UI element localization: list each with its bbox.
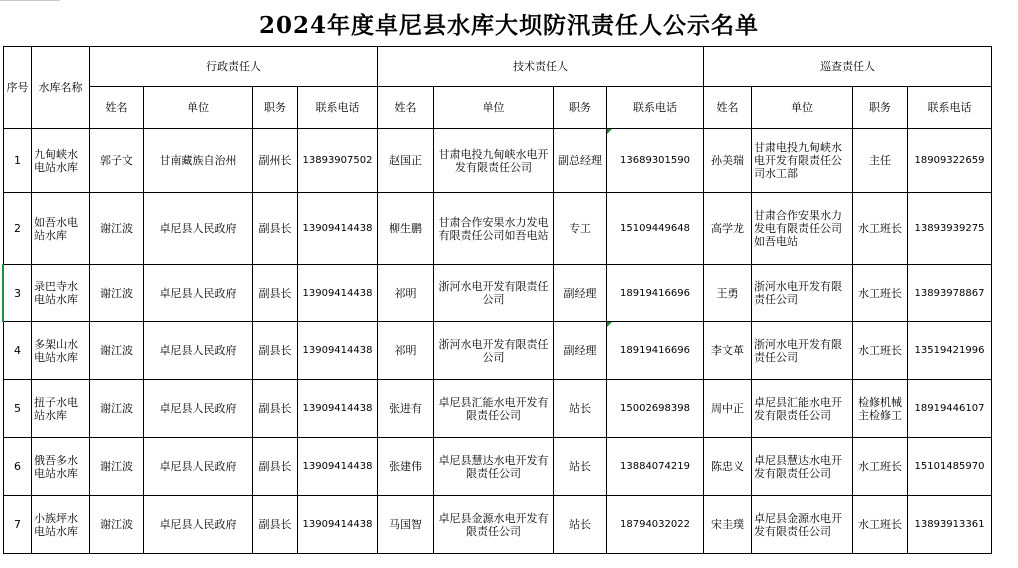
cell-reservoir[interactable]: 如吾水电站水库 [32,193,90,265]
cell-tech-title[interactable]: 副总经理 [554,129,607,193]
cell-patrol-name[interactable]: 周中正 [704,380,752,438]
cell-patrol-title[interactable]: 水工班长 [853,265,908,322]
cell-patrol-unit[interactable]: 卓尼县慧达水电开发有限责任公司 [752,438,853,496]
cell-admin-name[interactable]: 谢江波 [90,193,144,265]
responsible-persons-table [3,46,992,554]
cell-admin-phone[interactable]: 13909414438 [298,380,378,438]
cell-seq[interactable]: 6 [4,438,32,496]
table-row [4,193,992,265]
header-patrol-title[interactable]: 职务 [853,87,908,129]
cell-tech-phone[interactable]: 13689301590 [607,129,704,193]
cell-admin-phone[interactable]: 13909414438 [298,438,378,496]
cell-patrol-unit[interactable]: 甘肃合作安果水力发电有限责任公司如吾电站 [752,193,853,265]
cell-tech-title[interactable]: 副经理 [554,265,607,322]
cell-tech-phone[interactable]: 18794032022 [607,496,704,554]
cell-admin-name[interactable]: 谢江波 [90,265,144,322]
table-row [4,496,992,554]
header-patrol-name[interactable]: 姓名 [704,87,752,129]
cell-admin-phone[interactable]: 13909414438 [298,193,378,265]
cell-admin-phone[interactable]: 13909414438 [298,265,378,322]
table-row [4,438,992,496]
cell-patrol-phone[interactable]: 18919446107 [908,380,992,438]
cell-tech-name[interactable]: 马国智 [378,496,434,554]
table-row [4,380,992,438]
cell-admin-title[interactable]: 副州长 [253,129,298,193]
cell-patrol-title[interactable]: 检修机械主检修工 [853,380,908,438]
cell-tech-name[interactable]: 张进有 [378,380,434,438]
cell-reservoir[interactable]: 录巴寺水电站水库 [32,265,90,322]
cell-admin-name[interactable]: 谢江波 [90,322,144,380]
selection-edge-marker [2,264,4,322]
cell-admin-title[interactable]: 副县长 [253,193,298,265]
cell-patrol-title[interactable]: 水工班长 [853,438,908,496]
table-row [4,265,992,322]
cell-admin-title[interactable]: 副县长 [253,380,298,438]
cell-tech-name[interactable]: 赵国正 [378,129,434,193]
cell-patrol-phone[interactable]: 13893939275 [908,193,992,265]
cell-admin-unit[interactable]: 卓尼县人民政府 [144,265,253,322]
cell-admin-name[interactable]: 谢江波 [90,496,144,554]
cell-tech-unit[interactable]: 浙河水电开发有限责任公司 [434,322,554,380]
header-tech-unit[interactable]: 单位 [434,87,554,129]
cell-seq[interactable]: 1 [4,129,32,193]
header-patrol-phone[interactable]: 联系电话 [908,87,992,129]
cell-admin-title[interactable]: 副县长 [253,496,298,554]
cell-patrol-name[interactable]: 陈忠义 [704,438,752,496]
cell-tech-unit[interactable]: 甘肃电投九甸峡水电开发有限责任公司 [434,129,554,193]
cell-reservoir[interactable]: 俄吾多水电站水库 [32,438,90,496]
header-admin-unit[interactable]: 单位 [144,87,253,129]
cell-admin-title[interactable]: 副县长 [253,322,298,380]
cell-tech-name[interactable]: 祁明 [378,322,434,380]
cell-patrol-name[interactable]: 宋圭璞 [704,496,752,554]
header-admin-phone[interactable]: 联系电话 [298,87,378,129]
cell-tech-unit[interactable]: 卓尼县慧达水电开发有限责任公司 [434,438,554,496]
cell-tech-name[interactable]: 张建伟 [378,438,434,496]
header-admin-name[interactable]: 姓名 [90,87,144,129]
cell-seq[interactable]: 3 [4,265,32,322]
cell-admin-unit[interactable]: 卓尼县人民政府 [144,380,253,438]
cell-patrol-unit[interactable]: 浙河水电开发有限责任公司 [752,322,853,380]
cell-patrol-title[interactable]: 水工班长 [853,496,908,554]
cell-tech-name[interactable]: 柳生鹏 [378,193,434,265]
cell-tech-phone[interactable]: 15109449648 [607,193,704,265]
header-reservoir[interactable]: 水库名称 [32,47,90,129]
header-tech-title[interactable]: 职务 [554,87,607,129]
cell-tech-phone[interactable]: 18919416696 [607,265,704,322]
header-tech-phone[interactable]: 联系电话 [607,87,704,129]
cell-tech-unit[interactable]: 甘肃合作安果水力发电有限责任公司如吾电站 [434,193,554,265]
cell-reservoir[interactable]: 小族坪水电站水库 [32,496,90,554]
cell-tech-title[interactable]: 站长 [554,496,607,554]
cell-tech-title[interactable]: 站长 [554,438,607,496]
header-row-group [4,47,992,87]
cell-tech-phone[interactable]: 13884074219 [607,438,704,496]
cell-admin-name[interactable]: 郭子文 [90,129,144,193]
cell-patrol-phone[interactable]: 15101485970 [908,438,992,496]
cell-tech-phone[interactable]: 15002698398 [607,380,704,438]
cell-admin-unit[interactable]: 卓尼县人民政府 [144,496,253,554]
cell-patrol-unit[interactable]: 甘肃电投九甸峡水电开发有限责任公司水工部 [752,129,853,193]
cell-reservoir[interactable]: 多架山水电站水库 [32,322,90,380]
cell-admin-phone[interactable]: 13893907502 [298,129,378,193]
header-admin-title[interactable]: 职务 [253,87,298,129]
cell-admin-unit[interactable]: 甘南藏族自治州 [144,129,253,193]
cell-patrol-name[interactable]: 李文革 [704,322,752,380]
table-row [4,322,992,380]
cell-patrol-phone[interactable]: 18909322659 [908,129,992,193]
header-admin-group[interactable]: 行政责任人 [90,47,378,87]
cell-patrol-name[interactable]: 王勇 [704,265,752,322]
cell-tech-unit[interactable]: 卓尼县金源水电开发有限责任公司 [434,496,554,554]
cell-reservoir[interactable]: 扭子水电站水库 [32,380,90,438]
cell-tech-title[interactable]: 站长 [554,380,607,438]
cell-tech-phone[interactable]: 18919416696 [607,322,704,380]
cell-tech-name[interactable]: 祁明 [378,265,434,322]
table-row [4,129,992,193]
cell-patrol-phone[interactable]: 13893913361 [908,496,992,554]
cell-patrol-phone[interactable]: 13893978867 [908,265,992,322]
cell-patrol-title[interactable]: 水工班长 [853,193,908,265]
cell-admin-unit[interactable]: 卓尼县人民政府 [144,322,253,380]
cell-patrol-name[interactable]: 高学龙 [704,193,752,265]
cell-reservoir[interactable]: 九甸峡水电站水库 [32,129,90,193]
cell-patrol-unit[interactable]: 卓尼县汇能水电开发有限责任公司 [752,380,853,438]
header-patrol-group[interactable]: 巡查责任人 [704,47,992,87]
header-patrol-unit[interactable]: 单位 [752,87,853,129]
header-tech-group[interactable]: 技术责任人 [378,47,704,87]
cell-patrol-name[interactable]: 孙美瑞 [704,129,752,193]
cell-admin-unit[interactable]: 卓尼县人民政府 [144,193,253,265]
cell-patrol-title[interactable]: 水工班长 [853,322,908,380]
header-row-sub [4,87,992,129]
header-seq[interactable]: 序号 [4,47,32,129]
cell-admin-unit[interactable]: 卓尼县人民政府 [144,438,253,496]
cell-admin-phone[interactable]: 13909414438 [298,496,378,554]
cell-admin-title[interactable]: 副县长 [253,265,298,322]
page-title: 2024年度卓尼县水库大坝防汛责任人公示名单 [258,11,759,39]
cell-tech-unit[interactable]: 卓尼县汇能水电开发有限责任公司 [434,380,554,438]
cell-tech-unit[interactable]: 浙河水电开发有限责任公司 [434,265,554,322]
cell-tech-title[interactable]: 副经理 [554,322,607,380]
cell-patrol-unit[interactable]: 浙河水电开发有限责任公司 [752,265,853,322]
header-tech-name[interactable]: 姓名 [378,87,434,129]
cell-seq[interactable]: 7 [4,496,32,554]
cell-admin-name[interactable]: 谢江波 [90,380,144,438]
cell-admin-name[interactable]: 谢江波 [90,438,144,496]
cell-seq[interactable]: 2 [4,193,32,265]
cell-patrol-unit[interactable]: 卓尼县金源水电开发有限责任公司 [752,496,853,554]
cell-tech-title[interactable]: 专工 [554,193,607,265]
cell-seq[interactable]: 4 [4,322,32,380]
cell-seq[interactable]: 5 [4,380,32,438]
cell-admin-title[interactable]: 副县长 [253,438,298,496]
cell-patrol-title[interactable]: 主任 [853,129,908,193]
cell-admin-phone[interactable]: 13909414438 [298,322,378,380]
cell-patrol-phone[interactable]: 13519421996 [908,322,992,380]
